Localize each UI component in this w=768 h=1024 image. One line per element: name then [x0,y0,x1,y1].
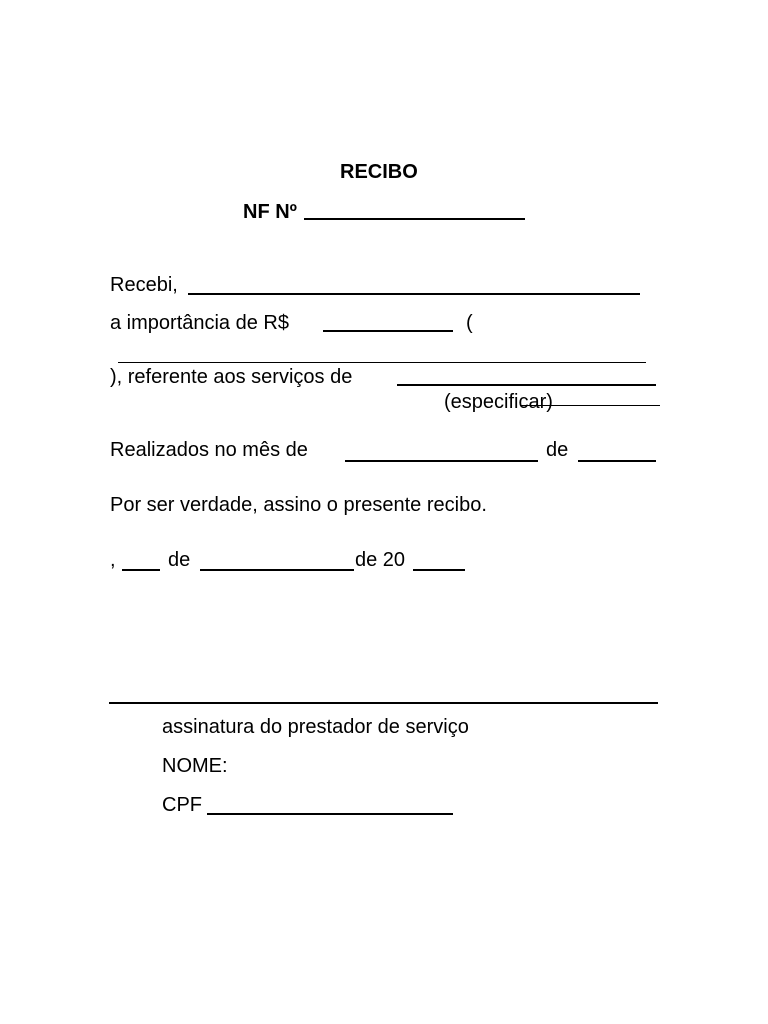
signature-line[interactable] [109,702,658,704]
amount-open-paren: ( [466,312,473,334]
cpf-label: CPF [162,794,202,816]
year-field[interactable] [578,460,656,462]
date-comma: , [110,549,116,571]
amount-label: a importância de R$ [110,312,289,334]
received-from-field[interactable] [188,293,640,295]
amount-in-words-field[interactable] [118,362,646,363]
nf-number-label: NF Nº [243,201,297,223]
services-field[interactable] [397,384,656,386]
date-year-field[interactable] [413,569,465,571]
received-from-label: Recebi, [110,274,178,296]
name-label: NOME: [162,755,228,777]
date-month-field[interactable] [200,569,354,571]
performed-month-label: Realizados no mês de [110,439,308,461]
cpf-field[interactable] [207,813,453,815]
signature-caption: assinatura do prestador de serviço [162,716,469,738]
specify-field[interactable] [520,405,660,406]
truth-statement: Por ser verdade, assino o presente recibo. [110,494,487,516]
month-field[interactable] [345,460,538,462]
date-de-2: de 20 [355,549,406,571]
receipt-title: RECIBO [340,161,418,183]
amount-field[interactable] [323,330,453,332]
date-day-field[interactable] [122,569,160,571]
specify-hint: (especificar) [444,391,553,413]
date-de-1: de [168,549,191,571]
performed-year-de: de [546,439,569,461]
nf-number-field[interactable] [304,218,525,220]
services-label: ), referente aos serviços de [110,366,353,388]
